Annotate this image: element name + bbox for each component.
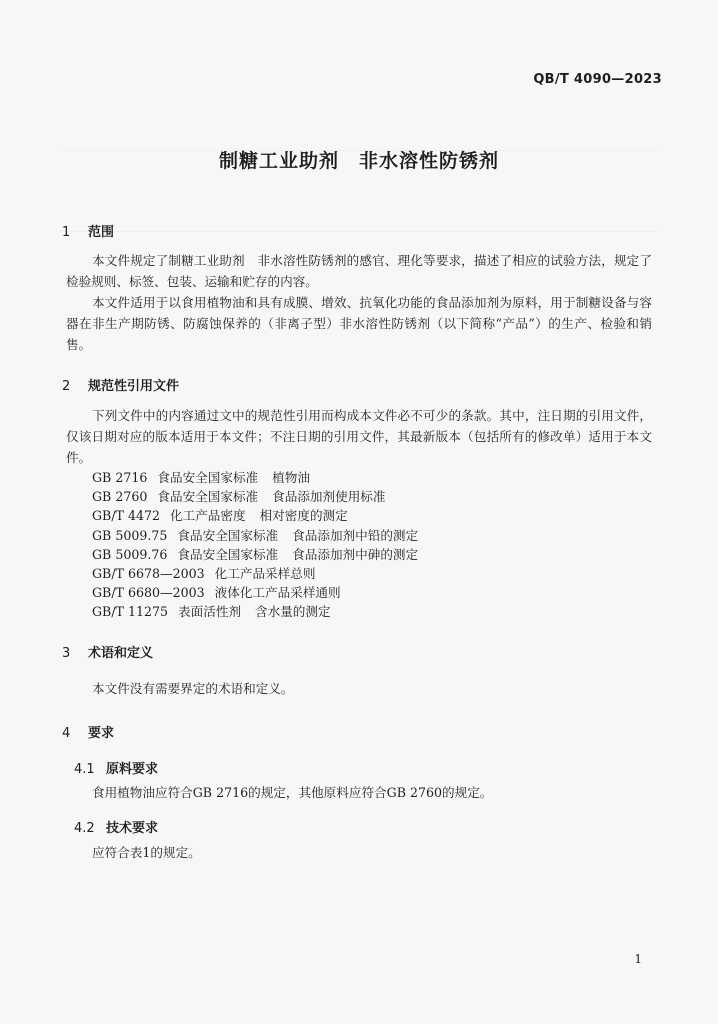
section-title: 要求 [88, 726, 115, 741]
reference-subtitle: 含水量的测定 [255, 604, 331, 620]
reference-code: GB 2716 [92, 470, 148, 485]
section-4-2-paragraph: 应符合表1的规定。 [92, 845, 201, 860]
page-number: 1 [634, 952, 642, 966]
reference-code: GB/T 6680—2003 [92, 585, 205, 601]
subsection-title: 原料要求 [106, 762, 159, 777]
reference-code: GB/T 11275 [92, 604, 169, 620]
section-title: 范围 [88, 225, 115, 240]
reference-item [92, 468, 418, 487]
section-3-paragraph-1: 本文件没有需要界定的术语和定义。 [92, 681, 294, 696]
subsection-number: 4.2 [74, 821, 95, 836]
reference-item [92, 506, 418, 525]
reference-item [92, 526, 418, 545]
reference-subtitle: 相对密度的测定 [259, 508, 348, 524]
reference-code: GB 5009.76 [92, 546, 168, 562]
reference-subtitle: 植物油 [272, 470, 310, 485]
standard-code: QB/T 4090—2023 [533, 72, 662, 87]
reference-code: GB/T 4472 [92, 508, 161, 524]
document-title: 制糖工业助剂 非水溶性防锈剂 [218, 150, 499, 172]
reference-code: GB 5009.75 [92, 527, 168, 543]
subsection-number: 4.1 [74, 762, 95, 777]
section-1-paragraph-2: 本文件适用于以食用植物油和具有成膜、增效、抗氧化功能的食品添加剂为原料，用于制糖设备与容器在非生产期防锈、防腐蚀保养的（非离子型）非水溶性防锈剂（以下简称“产品”）的生产、检验和销售。 [66, 295, 652, 352]
reference-title: 化工产品密度 [170, 508, 246, 524]
reference-title: 表面活性剂 [178, 604, 241, 620]
reference-code: GB/T 6678—2003 [92, 566, 205, 582]
reference-list [92, 468, 418, 622]
section-1-paragraph-1: 本文件规定了制糖工业助剂 非水溶性防锈剂的感官、理化等要求，描述了相应的试验方法，规定了检验规则、标签、包装、运输和贮存的内容。 [66, 253, 652, 289]
reference-code: GB 2760 [92, 489, 148, 505]
section-4-1-heading [74, 758, 158, 777]
reference-title: 食品安全国家标准 [157, 470, 259, 485]
reference-title: 食品安全国家标准 [177, 546, 279, 562]
section-number: 4 [62, 726, 71, 741]
reference-title: 化工产品采样总则 [214, 566, 316, 582]
subsection-title: 技术要求 [106, 821, 159, 836]
section-number: 3 [62, 646, 71, 661]
reference-item [92, 545, 418, 564]
reference-title: 食品安全国家标准 [177, 527, 279, 543]
section-4-1-paragraph: 食用植物油应符合GB 2716的规定，其他原料应符合GB 2760的规定。 [92, 785, 493, 800]
section-4-heading [62, 722, 114, 741]
reference-subtitle: 食品添加剂中砷的测定 [292, 546, 419, 562]
reference-title: 食品安全国家标准 [157, 489, 259, 505]
section-number: 1 [62, 225, 71, 240]
reference-item [92, 564, 418, 583]
reference-item [92, 487, 418, 506]
section-3-heading [62, 642, 153, 661]
section-2-heading [62, 375, 179, 394]
section-1-heading [62, 221, 114, 240]
section-number: 2 [62, 379, 71, 394]
section-4-2-heading [74, 817, 158, 836]
section-title: 术语和定义 [88, 646, 154, 661]
reference-title: 液体化工产品采样通则 [214, 585, 341, 601]
section-title: 规范性引用文件 [88, 379, 180, 394]
reference-item [92, 583, 418, 602]
reference-item [92, 602, 418, 621]
reference-subtitle: 食品添加剂使用标准 [272, 489, 386, 505]
reference-subtitle: 食品添加剂中铅的测定 [292, 527, 419, 543]
section-2-paragraph-1: 下列文件中的内容通过文中的规范性引用而构成本文件必不可少的条款。其中，注日期的引用文件，仅该日期对应的版本适用于本文件；不注日期的引用文件，其最新版本（包括所有的修改单）适用于本文件。 [66, 408, 652, 465]
